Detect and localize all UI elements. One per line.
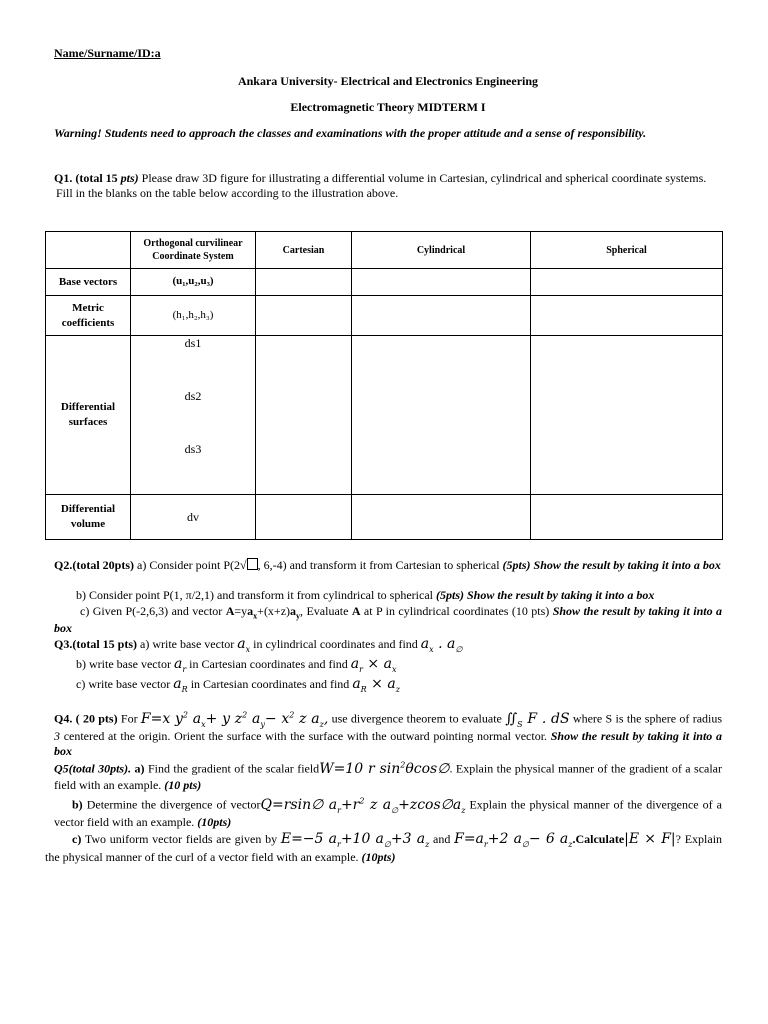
q4-radius: 3 (54, 729, 60, 744)
q2a-box-note: Show the result by taking it into a box (530, 558, 721, 572)
header-cartesian: Cartesian (256, 232, 352, 269)
math-F-field: F=x $y^2$ $a_x+ y$ $z^2$ $a_y- x^2$ z $a_z$, (140, 710, 329, 729)
q5c-and: and (429, 832, 455, 846)
question-2b (54, 588, 744, 603)
blank-cell[interactable] (531, 495, 723, 540)
blank-cell[interactable] (352, 269, 531, 296)
exam-title: Electromagnetic Theory MIDTERM I (290, 100, 486, 114)
q5c-post: ? Explain the physical manner of the curl of a vector field with an example. (45, 832, 723, 864)
math-ar: $a_r$ (173, 656, 187, 674)
table-row (46, 336, 723, 495)
header-orthogonal: Orthogonal curvilinear Coordinate System (131, 232, 256, 269)
question-5c (45, 831, 722, 864)
q3a-mid: in cylindrical coordinates and find (250, 637, 421, 651)
row-label-surfaces: Differential surfaces (46, 336, 131, 495)
q2c-box-note: Show the result by taking it into a box (54, 604, 722, 636)
ds3-label: ds3 (184, 442, 202, 456)
math-E-field: E=−5 $a_r+10$ $a_\emptyset+3$ $a_z$ (280, 831, 430, 849)
math-aR: $a_R$ (173, 676, 188, 694)
q5b-post: Explain the physical manner of the divergence of a vector field with an example. (54, 797, 723, 830)
q4-post: where S is the sphere of radius (569, 711, 723, 726)
table-row (46, 296, 723, 336)
coordinate-table (45, 231, 723, 540)
q5c-calc: .Calculate (572, 832, 625, 846)
q5a-marker: a) (131, 761, 145, 776)
q5a-pts: (10 pts) (164, 777, 202, 792)
q4-label: Q4. ( 20 pts) (54, 711, 118, 726)
q5c-marker: c) (72, 832, 82, 846)
q3-label: Q3.(total 15 pts) (54, 637, 137, 651)
ds1-label: ds1 (184, 336, 202, 350)
q2b-box-note: Show the result by taking it into a box (463, 588, 655, 602)
blank-cell[interactable] (531, 269, 723, 296)
q5a-text: Find the gradient of the scalar field (144, 761, 320, 776)
q5b-marker: b) (72, 797, 83, 812)
university-title: Ankara University- Electrical and Electronics Engineering (237, 74, 539, 88)
table-row (46, 269, 723, 296)
warning-text: Warning! Students need to approach the classes and examinations with the proper attitude and a sense of responsibility. (54, 126, 647, 140)
math-W-field: W=10 r $\sin^2\theta\cos\emptyset$ (319, 760, 450, 777)
math-ax-dot-aphi: $a_x$ . $a_\emptyset$ (420, 636, 463, 654)
q4-mid: use divergence theorem to evaluate (328, 711, 506, 726)
q2a-text-2: , 6,-4) and transform it from Cartesian to spherical (257, 558, 503, 572)
header-spherical: Spherical (531, 232, 723, 269)
ds2-label: ds2 (184, 389, 202, 403)
math-Q-field: Q=rsin∅ $a_r+r^2$ z $a_\emptyset+zcos\emptyset a_z$ (260, 796, 466, 815)
question-2c: c) Given P(-2,6,3) and vector $A=ya_x+(x+z)a_y$, Evaluate A at P in cylindrical coordinates (10 pts) Show the result by taking it into a box (54, 604, 722, 636)
math-ax: $a_x$ (237, 636, 251, 654)
blank-cell[interactable] (352, 296, 531, 336)
q2c-text: c) Given P(-2,6,3) and vector (80, 604, 226, 618)
question-3c (54, 676, 744, 695)
question-2 (54, 558, 722, 573)
blank-cell[interactable] (256, 495, 352, 540)
blank-cell[interactable] (531, 336, 723, 495)
vector-A: A (225, 604, 235, 618)
sqrt-box: √ (240, 558, 258, 572)
q1-label: Q1. (total 15 (54, 171, 118, 185)
row-label-volume: Differential volume (46, 495, 131, 540)
q3c-mid: in Cartesian coordinates and find (187, 677, 353, 691)
blank-cell[interactable] (256, 296, 352, 336)
q3b-text: b) write base vector (76, 657, 174, 671)
q2c-mid1: =y (234, 604, 248, 618)
question-5b (54, 796, 722, 830)
q5-label: Q5(total 30pts). (54, 761, 132, 776)
q2a-pts: (5pts) (502, 558, 531, 572)
table-corner-cell (46, 232, 131, 269)
q3b-mid: in Cartesian coordinates and find (186, 657, 351, 671)
blank-cell[interactable] (352, 336, 531, 495)
question-1 (54, 171, 722, 200)
q3a-text: a) write base vector (137, 637, 238, 651)
q5a-post: . Explain the physical manner of the gradient of a scalar field with an example. (54, 761, 722, 792)
q5b-pts: (10pts) (197, 815, 232, 830)
q1-pts: pts) (120, 171, 139, 185)
surfaces-values (131, 336, 256, 495)
q4-box-note: Show the result by taking it into a box (54, 729, 722, 758)
row-label-metric: Metric coefficients (46, 296, 131, 336)
question-4 (54, 710, 722, 758)
q5b-text: Determine the divergence of vector (82, 797, 261, 812)
vector-A-2: A (351, 604, 361, 618)
question-3b (54, 656, 744, 675)
question-5a (54, 760, 722, 792)
math-aR-cross-az: $a_R \times a_z$ (352, 676, 400, 694)
base-vectors-value: (u₁,u₂,u₃) (131, 269, 256, 296)
q5c-pts: (10pts) (361, 849, 396, 864)
q2c-mid2: +(x+z) (257, 604, 291, 618)
q2c-post: at P in cylindrical coordinates (10 pts) (360, 604, 553, 618)
volume-value: dv (131, 495, 256, 540)
q4-line2: centered at the origin. Orient the surface with the surface with the outward pointing normal vector. (60, 729, 551, 744)
q2-label: Q2.(total 20pts) (54, 558, 134, 572)
blank-cell[interactable] (531, 296, 723, 336)
blank-cell[interactable] (256, 269, 352, 296)
math-cross-magnitude: |E × F| (624, 831, 676, 847)
metric-value: (h₁,h₂,h₃) (131, 296, 256, 336)
name-surname-id-line: Name/Surname/ID:a (54, 46, 161, 60)
math-surface-integral: $∬_S$ F . dS (505, 710, 570, 729)
q2c-mid3: , Evaluate (300, 604, 352, 618)
q5c-text: Two uniform vector fields are given by (81, 832, 281, 846)
math-F-uniform: $F=a_r+2$ $a_\emptyset- 6$ $a_z$ (454, 831, 573, 849)
q1-text: Please draw 3D figure for illustrating a differential volume in Cartesian, cylindrical and spherical coordinate systems. (138, 171, 707, 185)
q2a-text: a) Consider point P(2 (134, 558, 240, 572)
row-label-base-vectors: Base vectors (46, 269, 131, 296)
q1-fill-instruction: Fill in the blanks on the table below according to the illustration above. (56, 185, 399, 200)
q2b-text: b) Consider point P(1, π/2,1) and transform it from cylindrical to spherical (76, 588, 436, 602)
blank-cell[interactable] (256, 336, 352, 495)
vector-ax: a (247, 604, 254, 618)
vector-ay: a (290, 604, 297, 618)
table-row (46, 495, 723, 540)
blank-cell[interactable] (352, 495, 531, 540)
question-3 (54, 636, 722, 655)
q4-for: For (117, 711, 141, 726)
math-ar-cross-ax: $a_r \times a_x$ (350, 656, 397, 674)
q2b-pts: (5pts) (435, 588, 464, 602)
q3c-text: c) write base vector (76, 677, 174, 691)
header-cylindrical: Cylindrical (352, 232, 531, 269)
